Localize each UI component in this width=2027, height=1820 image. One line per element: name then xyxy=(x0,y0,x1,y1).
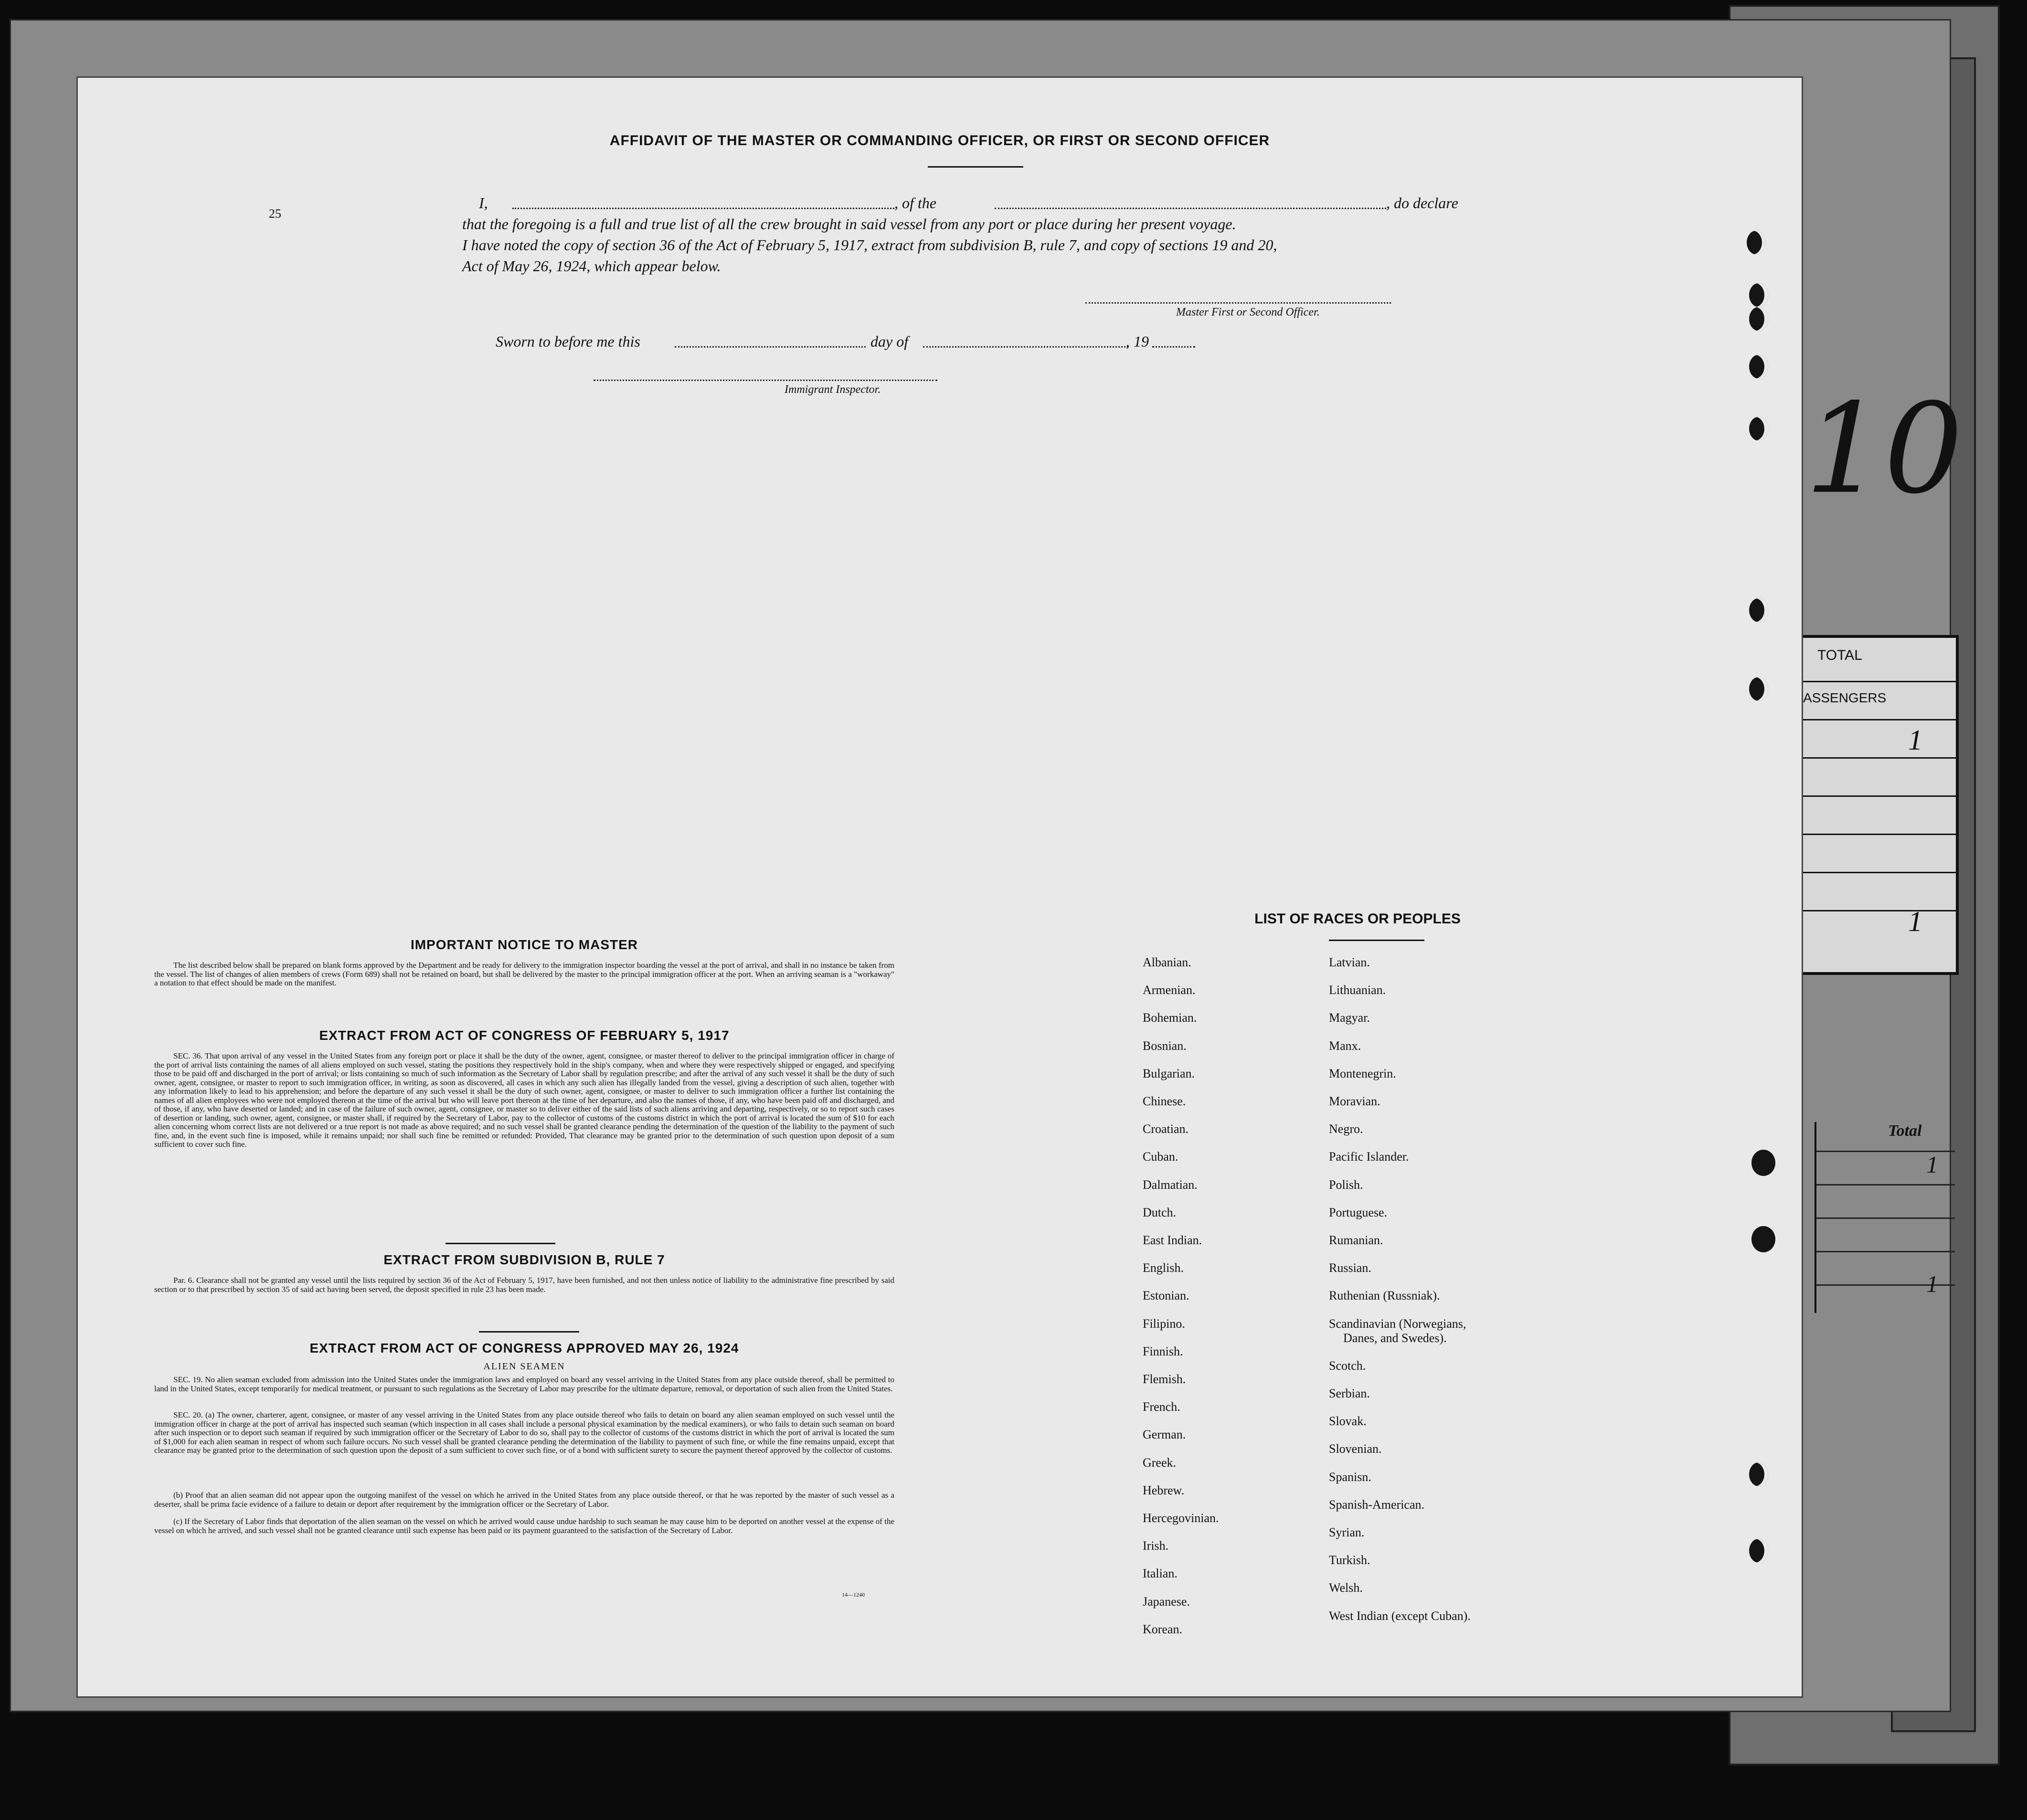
master-signature-field[interactable] xyxy=(1085,302,1391,304)
declaration-line-3: I have noted the copy of section 36 of the Act of February 5, 1917, extract from subdivision B, rule 7, and copy of sections 19 and 20, xyxy=(462,236,1277,254)
race-item: Bosnian. xyxy=(1143,1038,1187,1053)
race-item: Moravian. xyxy=(1329,1094,1380,1108)
master-signature-label: Master First or Second Officer. xyxy=(1176,306,1320,318)
sworn-text: Sworn to before me this xyxy=(496,333,640,350)
race-item: Pacific Islander. xyxy=(1329,1150,1409,1164)
race-item: Estonian. xyxy=(1143,1289,1189,1303)
race-item: Rumanian. xyxy=(1329,1233,1383,1247)
notice-title: IMPORTANT NOTICE TO MASTER xyxy=(410,937,638,952)
name-field[interactable] xyxy=(512,208,894,209)
title-rule xyxy=(928,166,1023,168)
punch-hole xyxy=(1749,417,1768,441)
race-item: Lithuanian. xyxy=(1329,983,1386,997)
race-item: Danes, and Swedes). xyxy=(1343,1331,1447,1345)
punch-hole xyxy=(1749,283,1768,307)
sec19-text: SEC. 19. No alien seaman excluded from admission into the United States under the immigration laws and employed on board any vessel arriving in the United States from any place outside thereof, shall be permitted to land in the United States, except temporarily for medical treatment, or pursuant to such regulations as the Secretary of Labor may prescribe for the ultimate departure, removal, or deportation of such alien from the United States. xyxy=(154,1375,894,1393)
race-item: Ruthenian (Russniak). xyxy=(1329,1289,1440,1303)
notice-text: The list described below shall be prepared on blank forms approved by the Department and be ready for delivery to the immigration inspector boarding the vessel at the port of arrival, and shall in no instance be taken from the vessel. The list of changes of alien members of crews (Form 689) shall not be retained on board, but shall be delivered by the master to the principal immigration officer at the port. When an arriving seaman is a "workaway" a notation to that effect should be made on the manifest. xyxy=(154,961,894,987)
race-item: Italian. xyxy=(1143,1566,1178,1581)
race-item: Scotch. xyxy=(1329,1358,1366,1373)
race-item: Cuban. xyxy=(1143,1150,1178,1164)
race-item: Spanisn. xyxy=(1329,1470,1371,1484)
race-item: Greek. xyxy=(1143,1455,1177,1470)
races-title: LIST OF RACES OR PEOPLES xyxy=(1254,911,1461,927)
race-item: Polish. xyxy=(1329,1177,1363,1192)
race-item: Albanian. xyxy=(1143,955,1191,969)
race-item: Flemish. xyxy=(1143,1372,1186,1386)
tally-header-passengers: ASSENGERS xyxy=(1803,690,1887,705)
tally-mark: 1 xyxy=(1908,724,1922,756)
punch-hole xyxy=(1749,355,1768,379)
declaration-line-2: that the foregoing is a full and true list of all the crew brought in said vessel from any port or place during her present voyage. xyxy=(462,215,1236,233)
race-item: Croatian. xyxy=(1143,1122,1189,1136)
tally-mark: 1 xyxy=(1908,906,1922,937)
race-item: Slovenian. xyxy=(1329,1442,1382,1456)
section-rule xyxy=(446,1243,555,1244)
race-item: Welsh. xyxy=(1329,1581,1363,1595)
total-label: Total xyxy=(1888,1122,1922,1140)
declaration-of-the: , of the xyxy=(894,194,936,212)
race-item: Magyar. xyxy=(1329,1011,1370,1025)
race-item: Bulgarian. xyxy=(1143,1066,1195,1080)
race-item: Dutch. xyxy=(1143,1205,1177,1219)
back-tally-box xyxy=(1800,635,1959,975)
race-item: Korean. xyxy=(1143,1622,1183,1636)
punch-hole xyxy=(1749,1539,1768,1563)
race-item: Irish. xyxy=(1143,1539,1169,1553)
punch-hole xyxy=(1749,677,1768,701)
alien-seamen-subtitle: ALIEN SEAMEN xyxy=(483,1361,565,1372)
race-item: Slovak. xyxy=(1329,1414,1367,1428)
vessel-field[interactable] xyxy=(995,208,1386,209)
punch-hole xyxy=(1749,307,1768,331)
race-item: Latvian. xyxy=(1329,955,1370,969)
races-rule xyxy=(1329,940,1424,941)
race-item: Armenian. xyxy=(1143,983,1196,997)
total-mark: 1 xyxy=(1926,1270,1938,1297)
race-item: West Indian (except Cuban). xyxy=(1329,1608,1471,1623)
punch-hole xyxy=(1751,1150,1775,1176)
sworn-day-field[interactable] xyxy=(675,346,866,348)
race-item: Japanese. xyxy=(1143,1594,1190,1608)
sec20b-text: (b) Proof that an alien seaman did not appear upon the outgoing manifest of the vessel on which he arrived in the United States from any place outside thereof, or that he was reported by the master of such vessel as a deserter, shall be prima facie evidence of a failure to detain or deport after requirement by the immigration officer or the Secretary of Labor. xyxy=(154,1491,894,1509)
race-item: Manx. xyxy=(1329,1038,1361,1053)
sworn-day-of: day of xyxy=(870,333,909,350)
tally-header-total: TOTAL xyxy=(1817,647,1862,663)
race-item: Syrian. xyxy=(1329,1525,1365,1539)
rule7-title: EXTRACT FROM SUBDIVISION B, RULE 7 xyxy=(383,1252,665,1267)
affidavit-title: AFFIDAVIT OF THE MASTER OR COMMANDING OFFICER, OR FIRST OR SECOND OFFICER xyxy=(609,133,1270,148)
race-item: German. xyxy=(1143,1428,1186,1442)
race-item: East Indian. xyxy=(1143,1233,1202,1247)
sworn-year-prefix: , 19 xyxy=(1126,333,1149,350)
race-item: Hebrew. xyxy=(1143,1483,1185,1497)
sec20a-text: SEC. 20. (a) The owner, charterer, agent, consignee, or master of any vessel arriving in the United States from any place outside thereof who fails to detain on board any alien seaman employed on such vessel until the immigration officer in charge at the port of arrival has inspected such seaman (which inspection in all cases shall include a personal physical examination by the medical examiners), or who fails to detain such seaman on board after such inspection or to deport such seaman if required by such immigration officer or the Secretary of Labor to do so, shall pay to the collector of customs of the customs district in which the port of arrival is located the sum of $1,000 for each alien seaman in respect of whom such failure occurs. No such vessel shall be granted clearance pending the determination of the liability to payment of such fine, or while the fine remains unpaid, except that clearance may be granted prior to the determination of such question upon the deposit of a sum sufficient to cover such fine, or of a bond with sufficient surety to secure the payment thereof approved by the collector of customs. xyxy=(154,1410,894,1455)
race-item: English. xyxy=(1143,1261,1184,1275)
extract-1924-title: EXTRACT FROM ACT OF CONGRESS APPROVED MAY 26, 1924 xyxy=(309,1341,739,1355)
inspector-signature-label: Immigrant Inspector. xyxy=(785,383,881,396)
form-number: 14—1240 xyxy=(842,1591,865,1598)
race-item: Bohemian. xyxy=(1143,1011,1197,1025)
race-item: Portuguese. xyxy=(1329,1205,1388,1219)
race-item: Finnish. xyxy=(1143,1344,1183,1358)
declaration-do-declare: , do declare xyxy=(1386,194,1458,212)
sworn-year-field[interactable] xyxy=(1152,346,1195,348)
race-item: Dalmatian. xyxy=(1143,1177,1198,1192)
race-item: Filipino. xyxy=(1143,1316,1185,1331)
extract-1917-title: EXTRACT FROM ACT OF CONGRESS OF FEBRUARY 5, 1917 xyxy=(319,1028,730,1043)
punch-hole xyxy=(1749,598,1768,622)
punch-hole xyxy=(1751,1226,1775,1252)
race-item: Serbian. xyxy=(1329,1386,1370,1400)
race-item: Chinese. xyxy=(1143,1094,1186,1108)
back-total-column xyxy=(1815,1122,1955,1313)
total-mark: 1 xyxy=(1926,1151,1938,1178)
race-item: Scandinavian (Norwegians, xyxy=(1329,1316,1466,1331)
race-item: Russian. xyxy=(1329,1261,1371,1275)
extract-1917-text: SEC. 36. That upon arrival of any vessel in the United States from any foreign port or place it shall be the duty of the owner, agent, consignee, or master thereof to deliver to the principal immigration officer in charge of the port of arrival lists containing the names of all aliens employed on such vessel, stating the positions they respectively hold in the ship's company, when and where they were respectively shipped or engaged, and specifying those to be paid off and discharged in the port of arrival; or lists containing so much of such information as the Secretary of Labor shall by regulation prescribe; and after the arrival of any such vessel it shall be the duty of such owner, agent, consignee, or master to report to such immigration officer, in writing, as soon as discovered, all cases in which any such alien has illegally landed from the vessel, giving a description of such alien, together with any information likely to lead to his apprehension; and before the departure of any such vessel it shall be the duty of such owner, agent, consignee, or master to deliver to such immigration officer a further list containing the names of all alien employees who were not employed thereon at the time of the arrival but who will leave port thereon at the time of her departure, and also the names of those, if any, who have been paid off and discharged, and of those, if any, who have deserted or landed; and in case of the failure of such owner, agent, consignee, or master so to deliver either of the said lists of such aliens arriving and departing, respectively, or so to report such cases of desertion or landing, such owner, agent, consignee, or master shall, if required by the Secretary of Labor, pay to the collector of customs of the customs district in which the port of arrival is located the sum of $10 for each alien concerning whom correct lists are not delivered or a true report is not made as above required; and no such vessel shall be granted clearance pending the determination of the question of the liability to the payment of such fine, and, in the event such fine is imposed, while it remains unpaid; nor shall such fine be remitted or refunded: Provided, That clearance may be granted prior to the determination of such question upon deposit of a sum sufficient to cover such fine. xyxy=(154,1051,894,1149)
declaration-line-4: Act of May 26, 1924, which appear below. xyxy=(462,257,721,275)
sec20c-text: (c) If the Secretary of Labor finds that deportation of the alien seaman on the vessel on which he arrived would cause undue hardship to such seaman he may cause him to be deported on another vessel at the expense of the vessel on which he arrived, and such vessel shall not be granted clearance until such expense has been paid or its payment guaranteed to the satisfaction of the Secretary of Labor. xyxy=(154,1517,894,1535)
race-item: Hercegovinian. xyxy=(1143,1511,1219,1525)
race-item: Montenegrin. xyxy=(1329,1066,1396,1080)
edge-handwritten-number: 10 xyxy=(1805,377,1963,521)
margin-pencil-note: 25 xyxy=(269,207,281,221)
punch-hole xyxy=(1747,231,1766,254)
section-rule xyxy=(479,1331,579,1333)
race-item: Negro. xyxy=(1329,1122,1363,1136)
sworn-month-field[interactable] xyxy=(923,346,1128,348)
declaration-i: I, xyxy=(479,194,488,212)
race-item: Turkish. xyxy=(1329,1553,1370,1567)
affidavit-page xyxy=(76,76,1803,1698)
punch-hole xyxy=(1749,1462,1768,1486)
rule7-text: Par. 6. Clearance shall not be granted any vessel until the lists required by section 36 of the Act of February 5, 1917, have been furnished, and not then unless notice of liability to the administrative fine prescribed by said section or to that prescribed by section 35 of said act having been served, the deposit specified in rule 23 has been made. xyxy=(154,1276,894,1294)
race-item: French. xyxy=(1143,1400,1180,1414)
race-item: Spanish-American. xyxy=(1329,1497,1425,1512)
inspector-signature-field[interactable] xyxy=(594,380,937,381)
